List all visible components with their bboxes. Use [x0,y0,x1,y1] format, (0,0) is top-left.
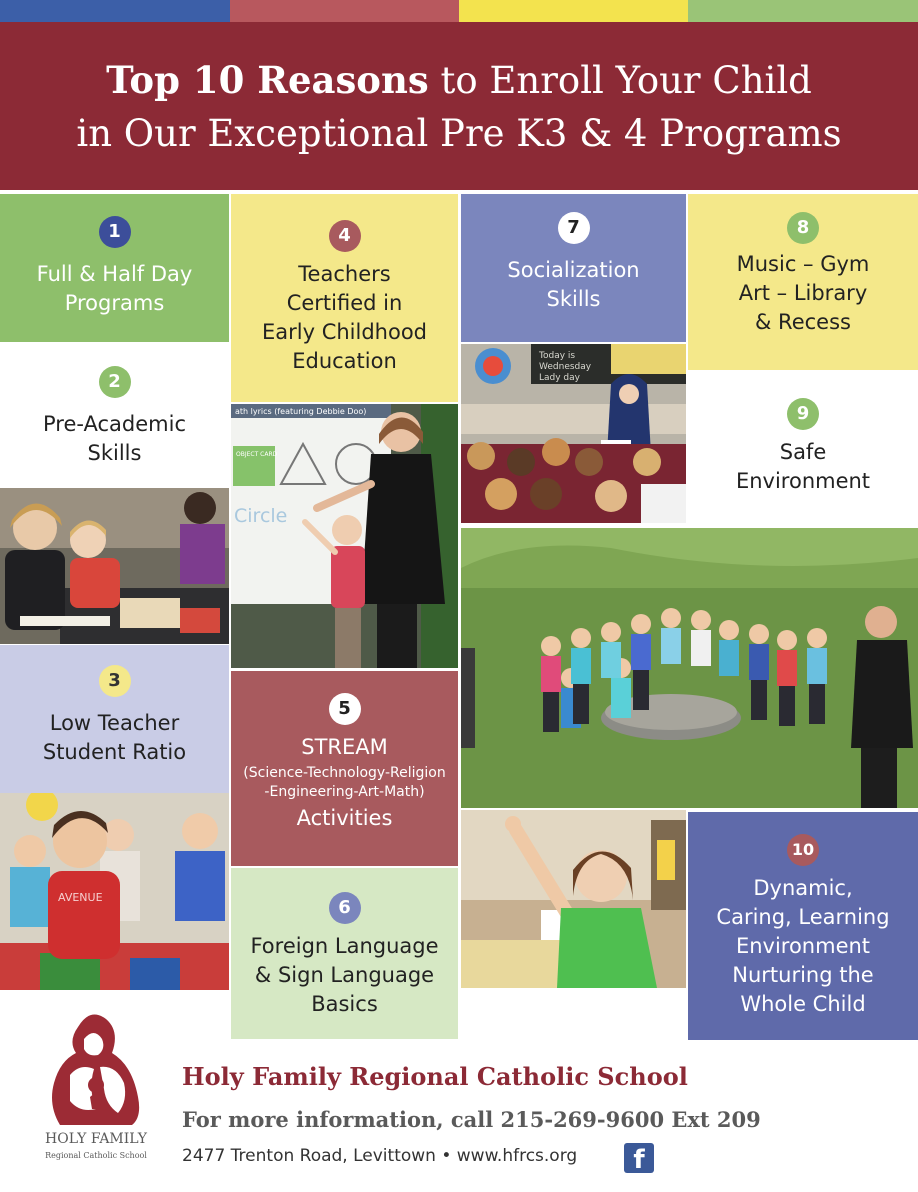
reason-number-badge: 2 [99,366,131,398]
color-strip-rose [230,0,459,22]
photo-shirt-text: AVENUE [58,891,103,904]
reason-text: Safe Environment [735,440,871,493]
chalk-line-2: Wednesday [539,362,592,372]
reason-tail: Activities [296,806,393,830]
reason-text: Pre-Academic Skills [42,412,186,465]
reason-tile-9 [688,372,918,526]
reason-tile-6 [231,868,458,1039]
photo-boy-on-rug [0,793,229,990]
color-strip-green [688,0,918,22]
school-logo [40,1005,152,1165]
whiteboard-word: Circle [234,505,288,527]
reason-tile-8 [688,194,918,370]
whiteboard-card: OBJECT CARD [236,451,278,458]
reason-number-badge: 6 [329,892,361,924]
headline-rest: to Enroll Your Child [428,59,812,102]
reason-number-badge: 10 [787,834,819,866]
reason-tile-1 [0,194,229,342]
headline-line-1 [0,58,918,103]
reason-number-badge: 8 [787,212,819,244]
reason-tile-7 [461,194,686,342]
chalk-line-3: Lady day [539,373,580,383]
reason-text: Dynamic, Caring, Learning Environment Nurturing the Whole Child [716,876,890,1016]
chalk-line-1: Today is [539,351,576,361]
footer-phone-line: For more information, call 215-269-9600 Ext 209 [182,1107,761,1132]
headline-line-2: in Our Exceptional Pre K3 & 4 Programs [76,112,842,155]
logo-line-2: Regional Catholic School [45,1151,147,1160]
reason-text: Socialization Skills [507,258,640,311]
footer-address: 2477 Trenton Road, Levittown • www.hfrcs.org [182,1146,578,1166]
photo-teacher-whiteboard [231,404,458,668]
footer-school-name: Holy Family Regional Catholic School [182,1062,688,1091]
reason-text: Low Teacher Student Ratio [42,711,187,764]
reason-tile-3 [0,645,229,793]
reason-tile-5 [231,671,458,866]
reason-number-badge: 9 [787,398,819,430]
reason-number-badge: 5 [329,693,361,725]
reason-title: STREAM [301,735,388,759]
facebook-icon[interactable]: f [624,1143,654,1173]
reason-number-badge: 7 [558,212,590,244]
reason-number-badge: 3 [99,665,131,697]
reason-text: Foreign Language & Sign Language Basics [250,934,439,1016]
photo-nun-reading [461,344,686,523]
photo-girl-raising-hand [461,810,686,988]
color-strip-yellow [459,0,688,22]
reason-number-badge: 1 [99,216,131,248]
reason-tile-4 [231,194,458,402]
reason-tile-2 [0,342,229,488]
reason-number-badge: 4 [329,220,361,252]
color-strip-blue [0,0,230,22]
reason-text: Full & Half Day Programs [36,262,193,315]
header-banner [0,22,918,190]
headline-bold: Top 10 Reasons [106,58,429,102]
reason-tile-10 [688,812,918,1040]
reason-text: Music – Gym Art – Library & Recess [736,252,870,334]
reason-subtitle: (Science-Technology-Religion -Engineering-Art-Math) [243,765,446,800]
whiteboard-title: ath lyrics (featuring Debbie Doo) [235,407,367,416]
reason-text: Teachers Certified in Early Childhood Education [261,262,428,373]
photo-children-painting [0,488,229,644]
photo-children-outdoors [461,528,918,808]
logo-line-1: HOLY FAMILY [45,1131,147,1147]
